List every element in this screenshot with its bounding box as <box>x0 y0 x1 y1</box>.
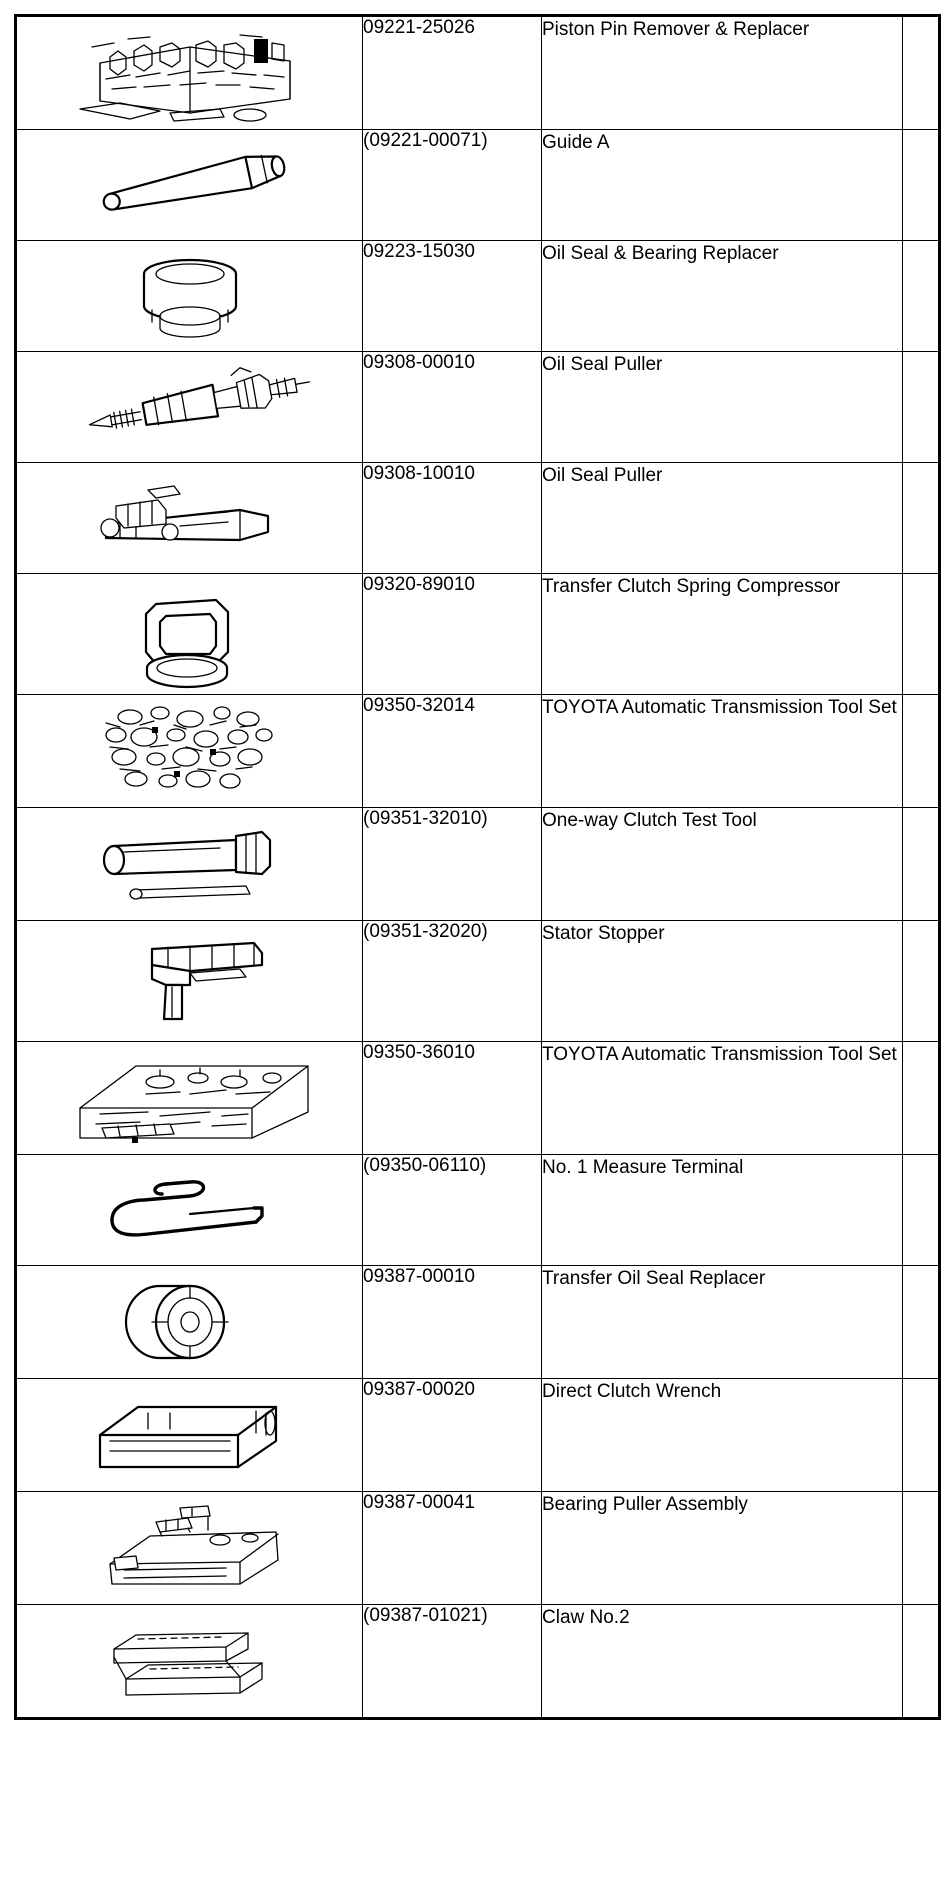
illustration-cell <box>16 574 363 695</box>
note-cell <box>903 352 940 463</box>
illustration-cell <box>16 1605 363 1719</box>
note-cell <box>903 1155 940 1266</box>
tool-name-cell: Transfer Oil Seal Replacer <box>542 1266 903 1379</box>
tool-name-cell: Bearing Puller Assembly <box>542 1492 903 1605</box>
tool-name-cell: Stator Stopper <box>542 921 903 1042</box>
part-number-cell: 09350-36010 <box>363 1042 542 1155</box>
tool-name-cell: Oil Seal Puller <box>542 352 903 463</box>
guide-a-rod-illustration <box>17 130 362 240</box>
illustration-cell <box>16 1492 363 1605</box>
part-number-cell: 09387-00010 <box>363 1266 542 1379</box>
sst-table <box>14 14 941 1720</box>
oil-seal-puller-lever-illustration <box>17 463 362 573</box>
tool-name-cell: Direct Clutch Wrench <box>542 1379 903 1492</box>
illustration-cell <box>16 1042 363 1155</box>
note-cell <box>903 1605 940 1719</box>
table-row <box>16 1605 940 1719</box>
illustration-cell <box>16 352 363 463</box>
note-cell <box>903 16 940 130</box>
tool-name-cell: Oil Seal & Bearing Replacer <box>542 241 903 352</box>
note-cell <box>903 1379 940 1492</box>
part-number-cell: (09350-06110) <box>363 1155 542 1266</box>
transfer-oil-seal-replacer-illustration <box>17 1266 362 1378</box>
table-row <box>16 1155 940 1266</box>
illustration-cell <box>16 241 363 352</box>
tool-name-cell: One-way Clutch Test Tool <box>542 808 903 921</box>
stator-stopper-illustration <box>17 921 362 1041</box>
one-way-clutch-test-tool-illustration <box>17 808 362 920</box>
oil-seal-bearing-replacer-cylinder-illustration <box>17 241 362 351</box>
part-number-cell: 09387-00041 <box>363 1492 542 1605</box>
tool-name-cell: Claw No.2 <box>542 1605 903 1719</box>
tool-name-cell: Transfer Clutch Spring Compressor <box>542 574 903 695</box>
illustration-cell <box>16 921 363 1042</box>
direct-clutch-wrench-illustration <box>17 1379 362 1491</box>
illustration-cell <box>16 695 363 808</box>
tool-name-cell: Piston Pin Remover & Replacer <box>542 16 903 130</box>
illustration-cell <box>16 463 363 574</box>
part-number-cell: 09221-25026 <box>363 16 542 130</box>
part-number-cell: (09221-00071) <box>363 130 542 241</box>
part-number-cell: 09350-32014 <box>363 695 542 808</box>
table-row <box>16 352 940 463</box>
part-number-cell: 09223-15030 <box>363 241 542 352</box>
piston-pin-remover-tool-set-illustration <box>17 17 362 129</box>
part-number-cell: 09308-00010 <box>363 352 542 463</box>
illustration-cell <box>16 808 363 921</box>
part-number-cell: (09387-01021) <box>363 1605 542 1719</box>
table-row <box>16 241 940 352</box>
note-cell <box>903 130 940 241</box>
table-row <box>16 921 940 1042</box>
note-cell <box>903 574 940 695</box>
note-cell <box>903 241 940 352</box>
table-row <box>16 695 940 808</box>
table-row <box>16 1379 940 1492</box>
table-row <box>16 574 940 695</box>
automatic-transmission-tool-set-illustration <box>17 695 362 807</box>
automatic-transmission-tool-set-tray-illustration <box>17 1042 362 1154</box>
part-number-cell: 09308-10010 <box>363 463 542 574</box>
note-cell <box>903 921 940 1042</box>
table-row <box>16 1492 940 1605</box>
table-row <box>16 130 940 241</box>
table-row <box>16 1042 940 1155</box>
tool-name-cell: TOYOTA Automatic Transmission Tool Set <box>542 695 903 808</box>
note-cell <box>903 808 940 921</box>
tool-name-cell: Guide A <box>542 130 903 241</box>
no-1-measure-terminal-illustration <box>17 1155 362 1265</box>
part-number-cell: (09351-32010) <box>363 808 542 921</box>
tool-name-cell: TOYOTA Automatic Transmission Tool Set <box>542 1042 903 1155</box>
bearing-puller-assembly-illustration <box>17 1492 362 1604</box>
note-cell <box>903 695 940 808</box>
note-cell <box>903 1492 940 1605</box>
illustration-cell <box>16 130 363 241</box>
part-number-cell: (09351-32020) <box>363 921 542 1042</box>
transfer-clutch-spring-compressor-illustration <box>17 574 362 694</box>
oil-seal-puller-slide-hammer-illustration <box>17 352 362 462</box>
illustration-cell <box>16 1379 363 1492</box>
claw-no-2-illustration <box>17 1605 362 1717</box>
part-number-cell: 09387-00020 <box>363 1379 542 1492</box>
table-row <box>16 808 940 921</box>
tool-name-cell: Oil Seal Puller <box>542 463 903 574</box>
note-cell <box>903 1042 940 1155</box>
tool-name-cell: No. 1 Measure Terminal <box>542 1155 903 1266</box>
part-number-cell: 09320-89010 <box>363 574 542 695</box>
illustration-cell <box>16 1266 363 1379</box>
illustration-cell <box>16 1155 363 1266</box>
table-row <box>16 463 940 574</box>
table-row <box>16 1266 940 1379</box>
illustration-cell <box>16 16 363 130</box>
note-cell <box>903 1266 940 1379</box>
note-cell <box>903 463 940 574</box>
table-row <box>16 16 940 130</box>
